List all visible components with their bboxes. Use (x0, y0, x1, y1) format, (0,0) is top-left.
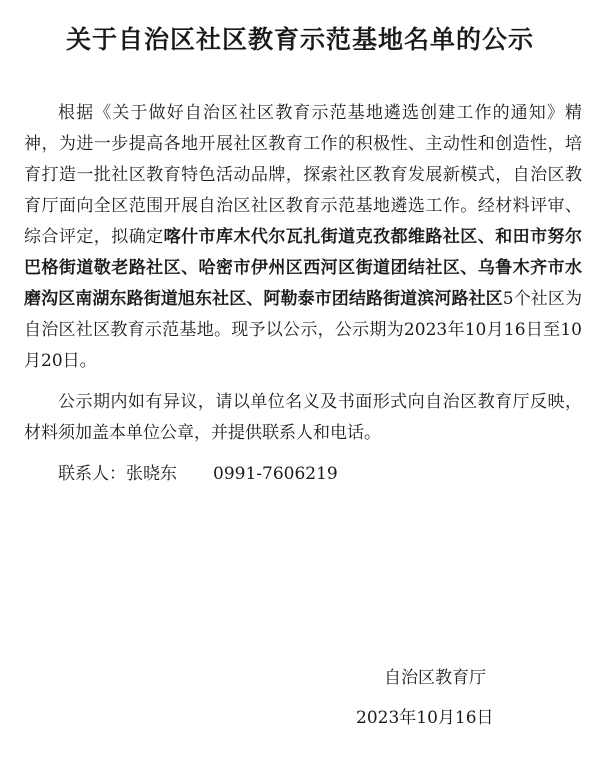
paragraph-announcement (24, 98, 582, 377)
announcement-intro: 根据《关于做好自治区社区教育示范基地遴选创建工作的通知》精神，为进一步提高各地开展社区教育工作的积极性、主动性和创造性，培育打造一批社区教育特色活动品牌，探索社区教育发展新模式，自治区教育厅面向全区范围开展自治区社区教育示范基地遴选工作。经材料评审、综合评定，拟确定 (24, 103, 582, 247)
contact-person: 联系人：张晓东 (58, 464, 177, 484)
contact-line (24, 459, 582, 490)
announcement-outro: 5个社区为自治区社区教育示范基地。现予以公示，公示期为2023年10月16日至10月20日。 (24, 289, 582, 371)
document-title: 关于自治区社区教育示范基地名单的公示 (65, 25, 534, 54)
document-body (24, 98, 582, 490)
paragraph-objection: 公示期内如有异议，请以单位名义及书面形式向自治区教育厅反映，材料须加盖本单位公章，并提供联系人和电话。 (24, 392, 582, 443)
contact-phone: 0991-7606219 (213, 464, 338, 484)
community-list: 喀什市库木代尔瓦扎街道克孜都维路社区、和田市努尔巴格街道敬老路社区、哈密市伊州区西河区街道团结社区、乌鲁木齐市水磨沟区南湖东路街道旭东社区、阿勒泰市团结路街道滨河路社区 (24, 227, 583, 309)
issuer-name: 自治区教育厅 (384, 668, 486, 688)
issue-date: 2023年10月16日 (356, 708, 494, 728)
